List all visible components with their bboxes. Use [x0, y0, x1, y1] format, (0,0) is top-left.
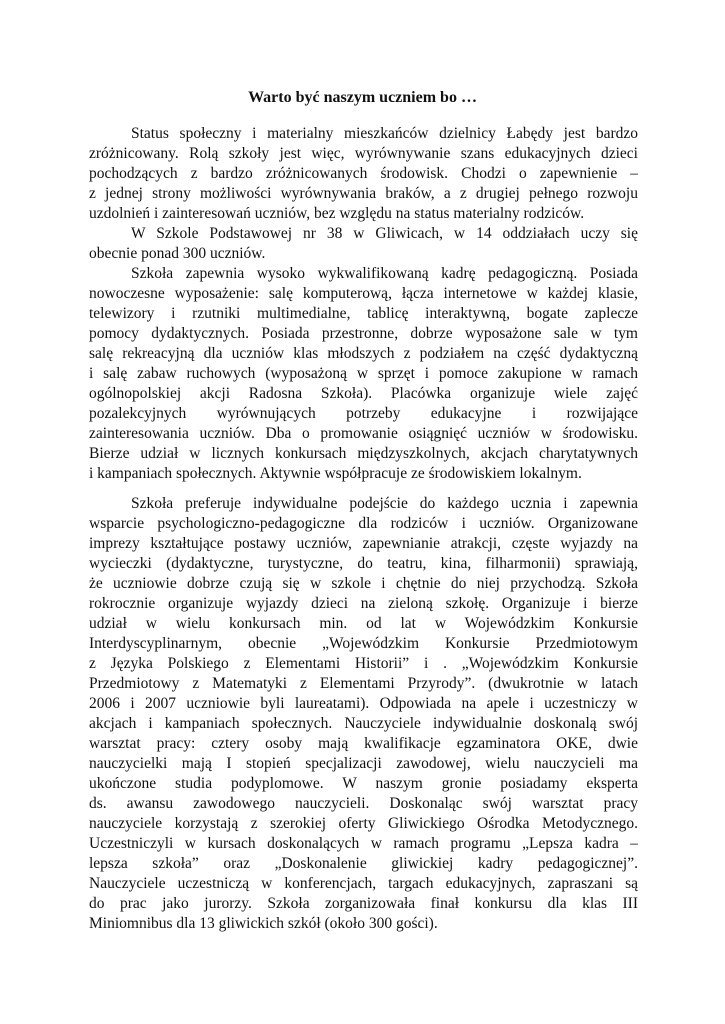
- text-line: ogólnopolskiej akcji Radosna Szkoła). Placówka organizuje wiele zajęć: [89, 385, 638, 402]
- text-line: W Szkole Podstawowej nr 38 w Gliwicach, w 14 oddziałach uczy się: [131, 225, 638, 242]
- text-line: z jednej strony możliwości wyrównywania braków, a z drugiej pełnego rozwoju: [89, 185, 638, 202]
- text-line: że uczniowie dobrze czują się w szkole i chętnie do niej przychodzą. Szkoła: [89, 575, 638, 592]
- text-line: wsparcie psychologiczno-pedagogiczne dla rodziców i uczniów. Organizowane: [89, 515, 638, 532]
- text-line: pochodzących z bardzo zróżnicowanych środowisk. Chodzi o zapewnienie –: [89, 165, 638, 182]
- text-line: lepsza szkoła” oraz „Doskonalenie gliwickiej kadry pedagogicznej”.: [89, 855, 638, 872]
- text-line: uzdolnień i zainteresowań uczniów, bez względu na status materialny rodziców.: [89, 205, 585, 222]
- text-line: nowoczesne wyposażenie: salę komputerową, łącza internetowe w każdej klasie,: [89, 285, 638, 302]
- text-line: do prac jako jurorzy. Szkoła zorganizowała finał konkursu dla klas III: [89, 895, 638, 912]
- text-line: warsztat pracy: cztery osoby mają kwalifikacje egzaminatora OKE, dwie: [89, 735, 638, 752]
- text-line: zróżnicowany. Rolą szkoły jest więc, wyrównywanie szans edukacyjnych dzieci: [89, 145, 638, 162]
- text-line: Miniomnibus dla 13 gliwickich szkół (około 300 gości).: [89, 915, 438, 932]
- text-line: rokrocznie organizuje wyjazdy dzieci na zieloną szkołę. Organizuje i bierze: [89, 595, 638, 612]
- text-line: Szkoła zapewnia wysoko wykwalifikowaną kadrę pedagogiczną. Posiada: [131, 265, 638, 282]
- text-line: zainteresowania uczniów. Dba o promowanie osiągnięć uczniów w środowisku.: [89, 425, 638, 442]
- text-line: nauczycielki mają I stopień specjalizacji zawodowej, wielu nauczycieli ma: [89, 755, 638, 772]
- text-line: ds. awansu zawodowego nauczycieli. Doskonaląc swój warsztat pracy: [89, 795, 638, 812]
- text-line: i salę zabaw ruchowych (wyposażoną w sprzęt i pomoce zakupione w ramach: [89, 365, 638, 382]
- text-line: nauczyciele korzystają z szerokiej oferty Gliwickiego Ośrodka Metodycznego.: [89, 815, 638, 832]
- text-line: i kampaniach społecznych. Aktywnie współpracuje ze środowiskiem lokalnym.: [89, 465, 582, 482]
- text-line: wycieczki (dydaktyczne, turystyczne, do teatru, kina, filharmonii) sprawiają,: [89, 555, 638, 572]
- text-line: Nauczyciele uczestniczą w konferencjach, targach edukacyjnych, zapraszani są: [89, 875, 638, 892]
- text-line: udział w wielu konkursach min. od lat w Wojewódzkim Konkursie: [89, 615, 638, 632]
- text-line: Status społeczny i materialny mieszkańców dzielnicy Łabędy jest bardzo: [131, 125, 638, 142]
- text-line: pozalekcyjnych wyrównujących potrzeby edukacyjne i rozwijające: [89, 405, 638, 422]
- text-line: Przedmiotowy z Matematyki z Elementami Przyrody”. (dwukrotnie w latach: [89, 675, 638, 692]
- text-line: 2006 i 2007 uczniowie byli laureatami). Odpowiada na apele i uczestniczy w: [89, 695, 638, 712]
- text-line: salę rekreacyjną dla uczniów klas młodszych z podziałem na część dydaktyczną: [89, 345, 638, 362]
- text-line: Uczestniczyli w kursach doskonalących w ramach programu „Lepsza kadra –: [89, 835, 638, 852]
- text-line: Bierze udział w licznych konkursach międzyszkolnych, akcjach charytatywnych: [89, 445, 638, 462]
- text-line: obecnie ponad 300 uczniów.: [89, 245, 266, 262]
- text-line: Szkoła preferuje indywidualne podejście do każdego ucznia i zapewnia: [131, 495, 638, 512]
- text-line: akcjach i kampaniach społecznych. Nauczyciele indywidualnie doskonalą swój: [89, 715, 638, 732]
- text-line: Interdyscyplinarnym, obecnie „Wojewódzkim Konkursie Przedmiotowym: [89, 635, 638, 652]
- text-line: telewizory i rzutniki multimedialne, tablicę interaktywną, bogate zaplecze: [89, 305, 638, 322]
- text-line: ukończone studia podyplomowe. W naszym gronie posiadamy eksperta: [89, 775, 638, 792]
- text-line: pomocy dydaktycznych. Posiada przestronne, dobrze wyposażone sale w tym: [89, 325, 638, 342]
- document-title: Warto być naszym uczniem bo …: [248, 89, 477, 106]
- text-line: imprezy kształtujące postawy uczniów, zapewnianie atrakcji, częste wyjazdy na: [89, 535, 638, 552]
- text-line: z Języka Polskiego z Elementami Historii” i . „Wojewódzkim Konkursie: [89, 655, 638, 672]
